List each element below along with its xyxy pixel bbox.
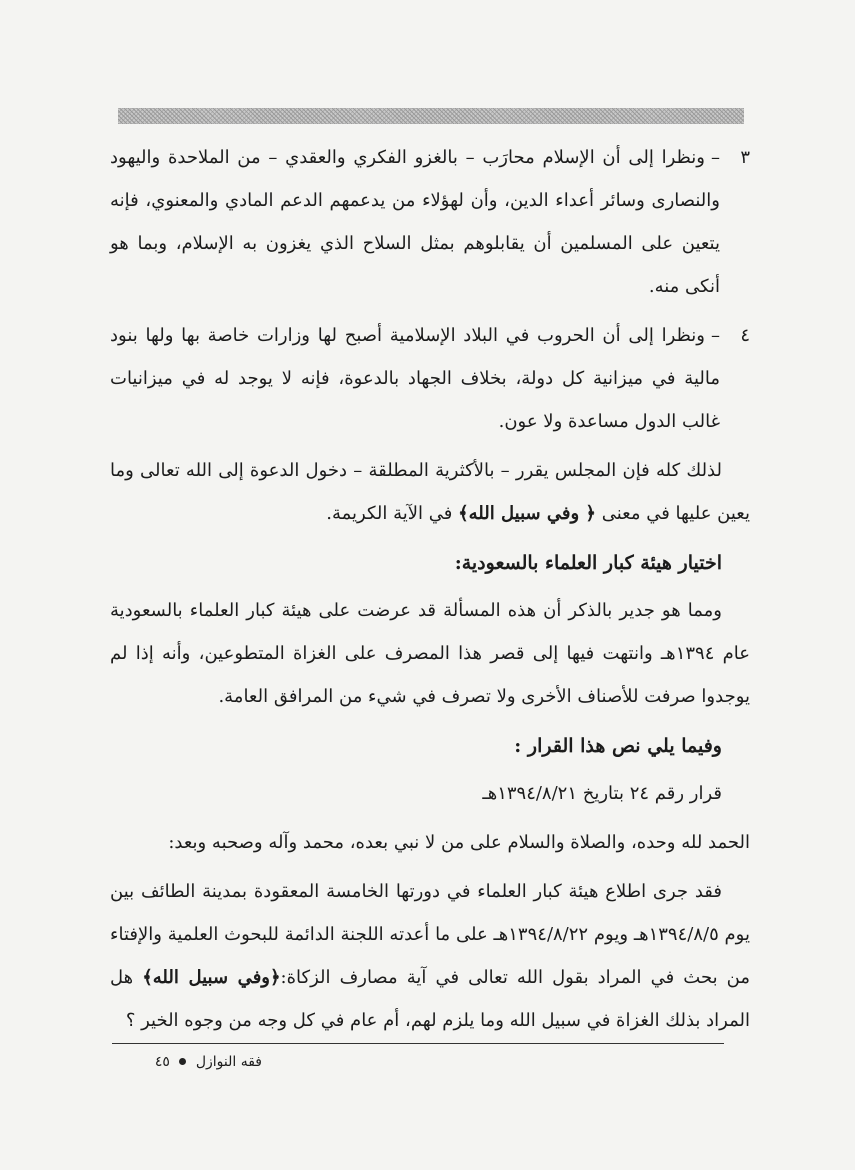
bullet-icon (179, 1058, 186, 1065)
decision-heading: وفيما يلي نص هذا القرار : (514, 735, 722, 757)
section-heading: اختيار هيئة كبار العلماء بالسعودية: (454, 552, 722, 574)
page-number: ٤٥ (154, 1054, 170, 1070)
numbered-item-3 (110, 136, 750, 308)
numbered-item-4 (110, 314, 750, 443)
conclusion-text: لذلك كله فإن المجلس يقرر – بالأكثرية المطلقة – دخول الدعوة إلى الله تعالى وما يعين عليها في معنى (110, 460, 750, 524)
section-paragraph: ومما هو جدير بالذكر أن هذه المسألة قد عرضت على هيئة كبار العلماء بالسعودية عام ١٣٩٤هـ وانتهت فيها إلى قصر هذا المصرف على الغزاة المتطوعين، وأنه إذا لم يوجدوا صرفت للأصناف الأخرى ولا تصرف في شيء من المرافق العامة. (110, 600, 750, 707)
item-number: ٤ (740, 325, 750, 346)
decision-number: قرار رقم ٢٤ بتاريخ ١٣٩٤/٨/٢١هـ (482, 783, 722, 804)
conclusion-paragraph (110, 449, 750, 535)
page-body (110, 136, 750, 1042)
header-decorative-band (118, 108, 744, 124)
item-dash: – (711, 147, 720, 168)
quran-quote: ﴿وفي سبيل الله﴾ (142, 967, 281, 988)
final-text-end: هل المراد بذلك الغزاة في سبيل الله وما يلزم لهم، أم عام في كل وجه من وجوه الخير ؟ (110, 967, 750, 1031)
page-footer (112, 1052, 262, 1072)
praise-line: الحمد لله وحده، والصلاة والسلام على من لا نبي بعده، محمد وآله وصحبه وبعد: (168, 832, 750, 853)
footer-divider (112, 1043, 724, 1044)
quran-quote: ﴿ وفي سبيل الله﴾ (458, 503, 596, 524)
final-paragraph (110, 870, 750, 1042)
item-text: ونظرا إلى أن الإسلام محارَب – بالغزو الفكري والعقدي – من الملاحدة واليهود والنصارى وسائر أعداء الدين، وأن لهؤلاء من يدعمهم الدعم المادي والمعنوي، فإنه يتعين على المسلمين أن يقابلوهم بمثل السلاح الذي يغزون به الإسلام، وبما هو أنكى منه. (110, 147, 720, 297)
final-text: فقد جرى اطلاع هيئة كبار العلماء في دورتها الخامسة المعقودة بمدينة الطائف بين يوم ١٣٩٤/٨/٥هـ ويوم ١٣٩٤/٨/٢٢هـ على ما أعدته اللجنة الدائمة للبحوث العلمية والإفتاء من بحث في المراد بقول الله تعالى في آية مصارف الزكاة: (110, 881, 751, 988)
item-text: ونظرا إلى أن الحروب في البلاد الإسلامية أصبح لها وزارات خاصة بها ولها بنود مالية في ميزانية كل دولة، بخلاف الجهاد بالدعوة، فإنه لا يوجد له في ميزانيات غالب الدول مساعدة ولا عون. (110, 325, 720, 432)
item-number: ٣ (740, 147, 750, 168)
conclusion-text-end: في الآية الكريمة. (326, 503, 453, 524)
book-title: فقه النوازل (195, 1054, 262, 1070)
item-dash: – (711, 325, 720, 346)
